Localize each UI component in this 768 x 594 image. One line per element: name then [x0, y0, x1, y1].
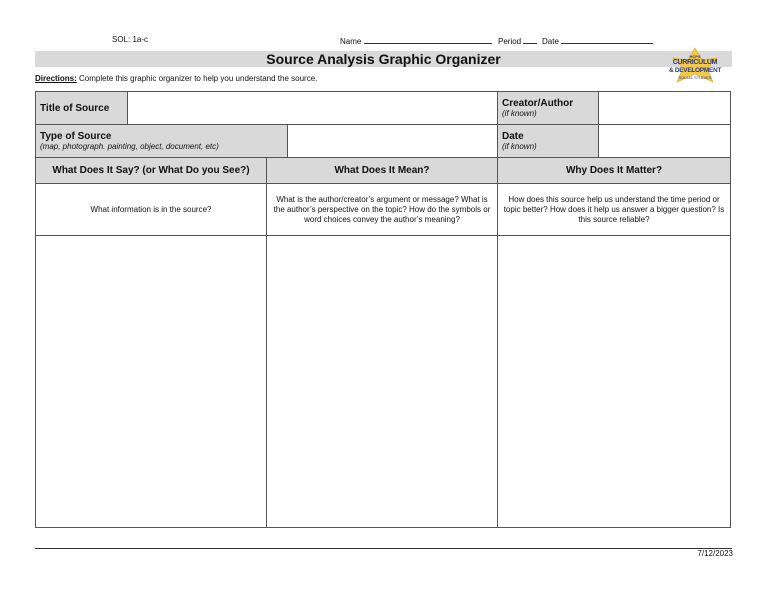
type-of-source-label: Type of Source — [40, 131, 112, 142]
period-blank[interactable] — [523, 35, 537, 44]
footer-date: 7/12/2023 — [697, 549, 733, 558]
period-label: Period — [498, 37, 522, 46]
col-header-matter: Why Does It Matter? — [498, 158, 731, 184]
col-prompt-mean: What is the author/creator’s argument or message? What is the author’s perspective on the topic? How do the symbols or word choices convey the author’s meaning? — [267, 184, 498, 236]
directions-label: Directions: — [35, 74, 77, 83]
curriculum-logo — [655, 47, 735, 85]
col-header-say: What Does It Say? (or What Do you See?) — [36, 158, 267, 184]
source-date-note: (if known) — [502, 142, 537, 151]
logo-line1: CURRICULUM — [672, 59, 718, 66]
title-of-source-label-cell — [36, 92, 128, 125]
col-header-mean: What Does It Mean? — [267, 158, 498, 184]
directions — [35, 74, 317, 83]
creator-label: Creator/Author — [502, 98, 574, 109]
type-of-source-label-cell — [36, 125, 288, 158]
col-answer-matter[interactable] — [498, 236, 731, 528]
title-of-source-input[interactable] — [128, 92, 498, 125]
date-blank[interactable] — [561, 35, 653, 44]
date-label: Date — [542, 37, 559, 46]
footer-rule — [35, 548, 732, 549]
source-date-label: Date — [502, 131, 524, 142]
col-prompt-matter: How does this source help us understand the time period or topic better? How does it help us answer a bigger question? Is this source reliable? — [498, 184, 731, 236]
date-field[interactable] — [542, 35, 653, 46]
logo-top: HCPS — [689, 54, 701, 59]
directions-text: Complete this graphic organizer to help you understand the source. — [76, 74, 318, 83]
logo-line2: & DEVELOPMENT — [668, 67, 722, 74]
creator-input[interactable] — [599, 92, 731, 125]
source-date-input[interactable] — [599, 125, 731, 158]
logo-line3: SOCIAL STUDIES — [678, 75, 712, 80]
creator-note: (if known) — [502, 109, 537, 118]
col-prompt-say: What information is in the source? — [36, 184, 267, 236]
date-label-cell — [498, 125, 599, 158]
name-field[interactable] — [340, 35, 492, 46]
type-of-source-note: (map, photograph. painting, object, document, etc) — [40, 142, 219, 151]
name-blank[interactable] — [364, 35, 492, 44]
organizer-table — [35, 91, 731, 158]
title-of-source-label: Title of Source — [40, 102, 110, 114]
col-answer-say[interactable] — [36, 236, 267, 528]
type-of-source-input[interactable] — [288, 125, 498, 158]
period-field[interactable] — [498, 35, 537, 46]
page-title: Source Analysis Graphic Organizer — [266, 51, 501, 67]
creator-label-cell — [498, 92, 599, 125]
name-label: Name — [340, 37, 362, 46]
col-answer-mean[interactable] — [267, 236, 498, 528]
analysis-columns — [35, 157, 731, 528]
sol-label: SOL: 1a-c — [112, 35, 149, 44]
